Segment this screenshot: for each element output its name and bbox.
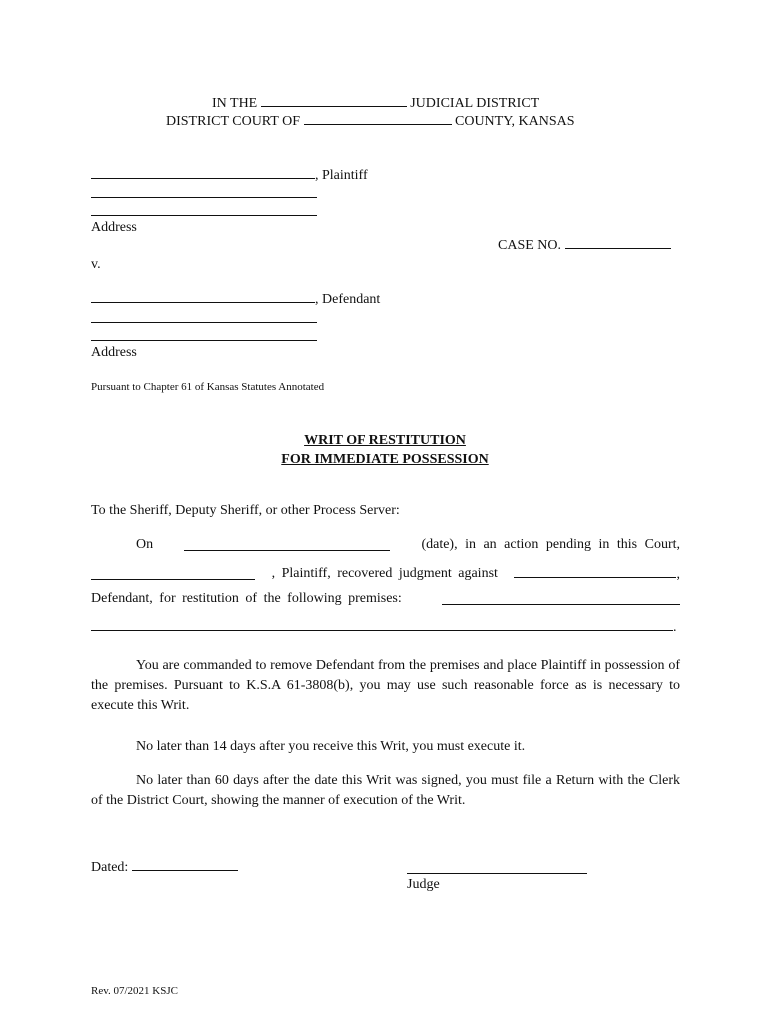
judge-signature-line[interactable] [407, 873, 587, 874]
dated-blank[interactable] [132, 858, 238, 871]
plaintiff-address-line1[interactable] [91, 197, 317, 198]
sixty-days-paragraph: No later than 60 days after the date this Writ was signed, you must file a Return with the Clerk of the District Court, showing the manner of execution of the Writ. [91, 773, 680, 808]
commanded-paragraph: You are commanded to remove Defendant from the premises and place Plaintiff in possession of the premises. Pursuant to K.S.A 61-3808(b), you may use such reasonable force as is necessary to execute this Writ. [91, 658, 680, 713]
premises-line-2 [91, 618, 677, 637]
revision-footer: Rev. 07/2021 KSJC [91, 985, 178, 997]
defendant-restitution-text: Defendant, for restitution of the following premises: [91, 591, 402, 606]
plaintiff-address-label: Address [91, 220, 137, 235]
defendant-label: , Defendant [315, 292, 381, 307]
date-pending-text: (date), in an action pending in this Court, [421, 537, 680, 552]
premises-line [91, 590, 680, 608]
salutation: To the Sheriff, Deputy Sheriff, or other Process Server: [91, 503, 400, 518]
comma: , [676, 567, 680, 582]
court-header-line2 [166, 112, 575, 131]
fourteen-days-paragraph: No later than 14 days after you receive this Writ, you must execute it. [136, 739, 526, 754]
plaintiff-line [91, 166, 368, 185]
on-date-line [136, 536, 680, 554]
county-blank[interactable] [304, 112, 452, 125]
header-county-kansas: COUNTY, KANSAS [455, 114, 575, 129]
document-title-line1: WRIT OF RESTITUTION [304, 433, 466, 448]
defendant-line [91, 290, 380, 309]
case-number-line [498, 236, 671, 255]
case-number-label: CASE NO. [498, 238, 562, 253]
premises-blank-1[interactable] [442, 592, 680, 605]
document-title-line2: FOR IMMEDIATE POSSESSION [281, 452, 489, 467]
defendant-judgment-blank[interactable] [514, 565, 676, 578]
plaintiff-judgment-blank[interactable] [91, 567, 255, 580]
period: . [673, 620, 677, 635]
header-in-the: IN THE [212, 96, 258, 111]
judge-label: Judge [407, 877, 440, 892]
dated-label: Dated: [91, 860, 129, 875]
plaintiff-name-blank[interactable] [91, 166, 315, 179]
on-word: On [136, 537, 154, 552]
plaintiff-label: , Plaintiff [315, 168, 368, 183]
case-number-blank[interactable] [565, 236, 671, 249]
dated-line [91, 858, 238, 877]
premises-blank-2[interactable] [91, 618, 673, 631]
defendant-name-blank[interactable] [91, 290, 315, 303]
judgment-date-blank[interactable] [184, 538, 390, 551]
district-number-blank[interactable] [261, 94, 407, 107]
defendant-address-label: Address [91, 345, 137, 360]
judgment-line [91, 565, 680, 584]
plaintiff-recovered-text: , Plaintiff, recovered judgment against [271, 566, 498, 581]
header-district-court-of: DISTRICT COURT OF [166, 114, 300, 129]
court-header-line1 [212, 94, 539, 113]
versus-label: v. [91, 257, 101, 272]
header-judicial-district: JUDICIAL DISTRICT [410, 96, 540, 111]
defendant-address-line1[interactable] [91, 322, 317, 323]
statute-note: Pursuant to Chapter 61 of Kansas Statutes Annotated [91, 381, 325, 393]
defendant-address-line2[interactable] [91, 340, 317, 341]
plaintiff-address-line2[interactable] [91, 215, 317, 216]
